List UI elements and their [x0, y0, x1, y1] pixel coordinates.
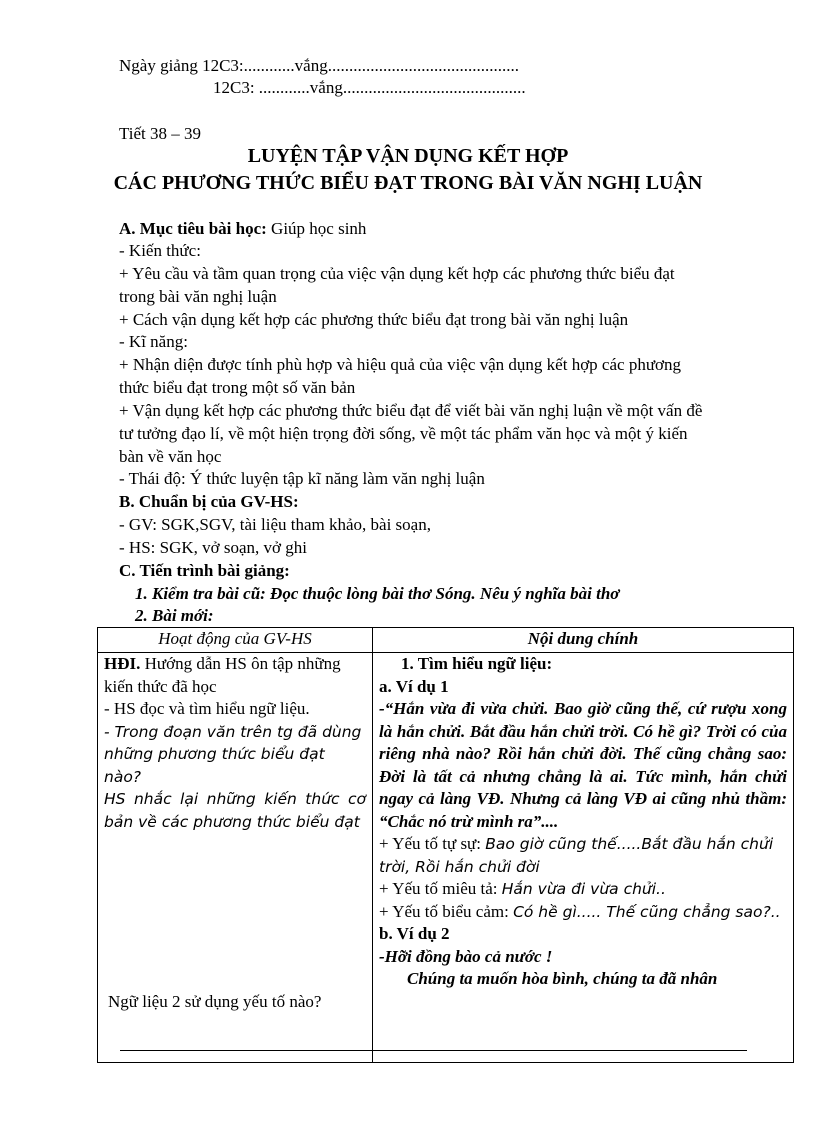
skills-item-1b: thức biểu đạt trong một số văn bản — [119, 378, 356, 397]
activities-cell — [98, 653, 373, 1063]
knowledge-item-1b: trong bài văn nghị luận — [119, 287, 277, 306]
skills-item-2a: + Vận dụng kết hợp các phương thức biểu đạt để viết bài văn nghị luận về một vấn đề — [119, 401, 703, 420]
section-a-heading-rest: Giúp học sinh — [266, 219, 367, 238]
section-a-heading-bold: A. Mục tiêu bài học: — [119, 219, 267, 238]
activity-recall: HS nhắc lại những kiến thức cơ bản về các phương thức biểu đạt — [104, 790, 366, 831]
lesson-number: Tiết 38 – 39 — [119, 124, 202, 143]
lesson-table — [97, 627, 794, 1063]
prep-gv: - GV: SGK,SGV, tài liệu tham khảo, bài soạn, — [119, 515, 431, 534]
attitude-line: - Thái độ: Ý thức luyện tập kĩ năng làm văn nghị luận — [119, 469, 485, 488]
element-expressive-text: Có hề gì..... Thế cũng chẳng sao?.. — [513, 902, 781, 921]
col-content-header-text: Nội dung chính — [527, 629, 639, 648]
element-narrative-text: Bao giờ cũng thế.....Bắt đầu hắn chửi trời, Rồi hắn chửi đời — [379, 835, 774, 876]
table-row — [98, 653, 794, 1063]
title-line-2: CÁC PHƯƠNG THỨC BIỂU ĐẠT TRONG BÀI VĂN NGHỊ LUẬN — [113, 172, 703, 194]
example-2-quote-line-1: -Hỡi đồng bào cả nước ! — [379, 946, 553, 966]
section-c-item-2: 2. Bài mới: — [135, 606, 214, 625]
element-expressive-label: + Yếu tố biểu cảm: — [379, 901, 514, 921]
activity-read: - HS đọc và tìm hiểu ngữ liệu. — [104, 699, 310, 718]
element-descriptive-label: + Yếu tố miêu tả: — [379, 879, 502, 898]
title-line-1: LUYỆN TẬP VẬN DỤNG KẾT HỢP — [247, 145, 569, 167]
col-activities-header: Hoạt động của GV-HS — [98, 628, 373, 653]
teaching-date-line-1: Ngày giảng 12C3:............vắng............................................. — [119, 56, 519, 75]
example-1-label: a. Ví dụ 1 — [379, 676, 449, 696]
section-b-heading: B. Chuẩn bị của GV-HS: — [119, 492, 299, 511]
knowledge-item-1a: + Yêu cầu và tầm quan trọng của việc vận dụng kết hợp các phương thức biểu đạt — [119, 264, 675, 283]
table-header-row — [98, 628, 794, 653]
section-c-heading: C. Tiến trình bài giảng: — [119, 561, 290, 580]
element-descriptive-text: Hắn vừa đi vừa chửi.. — [501, 880, 666, 898]
section-c-item-1: 1. Kiểm tra bài cũ: Đọc thuộc lòng bài thơ Sóng. Nêu ý nghĩa bài thơ — [135, 584, 620, 603]
prep-hs: - HS: SGK, vở soạn, vở ghi — [119, 538, 307, 557]
col-content-header — [373, 628, 794, 653]
hdi-text: Hướng dẫn HS ôn tập những kiến thức đã học — [104, 654, 341, 696]
activity-example-2-question: Ngữ liệu 2 sử dụng yếu tố nào? — [108, 992, 322, 1011]
content-cell — [373, 653, 794, 1063]
skills-item-1a: + Nhận diện được tính phù hợp và hiệu quả của việc vận dụng kết hợp các phương — [119, 355, 682, 374]
hdi-paragraph — [104, 653, 366, 698]
section-a-heading — [119, 218, 366, 240]
knowledge-item-2: + Cách vận dụng kết hợp các phương thức biểu đạt trong bài văn nghị luận — [119, 310, 629, 329]
element-descriptive — [379, 878, 787, 901]
footer-rule — [120, 1050, 747, 1051]
hdi-label: HĐI. — [104, 654, 141, 673]
activity-question: - Trong đoạn văn trên tg đã dùng những phương thức biểu đạt nào? — [104, 722, 362, 786]
example-2-quote-line-2: Chúng ta muốn hòa bình, chúng ta đã nhân — [407, 969, 718, 988]
skills-item-2c: bàn về văn học — [119, 447, 222, 466]
element-narrative-label: + Yếu tố tự sự: — [379, 834, 486, 853]
element-expressive — [379, 901, 787, 924]
skills-label: - Kĩ năng: — [119, 332, 188, 351]
content-heading-1: 1. Tìm hiểu ngữ liệu: — [401, 654, 553, 673]
element-narrative — [379, 833, 787, 878]
example-1-quote: -“Hắn vừa đi vừa chửi. Bao giờ cũng thế, cứ rượu xong là hắn chửi. Bắt đầu hắn chửi trời. Có hề gì? Trời có của riêng nhà nào? Rồi hắn chửi đời. Thế cũng chẳng sao: Đời là tất cả nhưng chẳng là ai. Tức mình, hắn chửi ngay cả làng VĐ. Nhưng cả làng VĐ ai cũng nhủ thầm: “Chắc nó trừ mình ra”.... — [379, 699, 787, 831]
knowledge-label: - Kiến thức: — [119, 241, 201, 260]
example-2-label: b. Ví dụ 2 — [379, 924, 450, 943]
skills-item-2b: tư tưởng đạo lí, về một hiện trọng đời sống, về một tác phẩm văn học và một ý kiến — [119, 424, 688, 443]
teaching-date-line-2: 12C3: ............vắng........................................... — [213, 78, 526, 97]
